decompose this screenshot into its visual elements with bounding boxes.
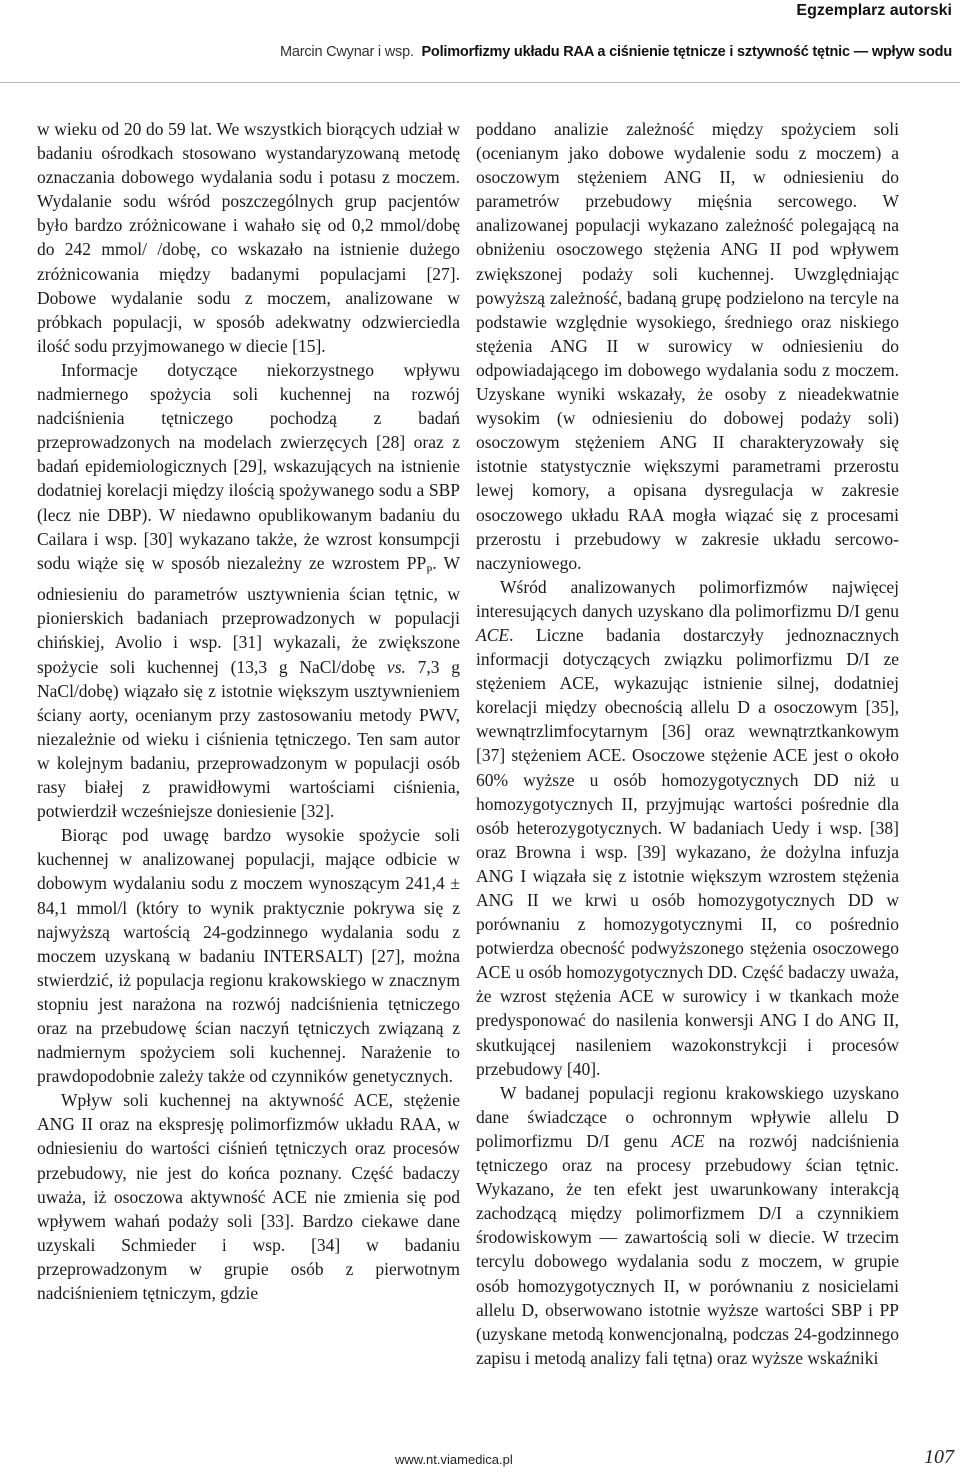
paragraph-text: 7,3 g NaCl/dobę) wiązało się z istotnie większym usztywnieniem ściany aorty, ocenianym przy zastosowaniu metody PWV, niezależnie od wieku i ciśnienia tętniczego. Ten sam autor w kolejnym badaniu, przeprowadzonym w populacji osób rasy białej z prawidłowymi wartościami ciśnienia, potwierdził wcześniejsze doniesienie [32].	[37, 656, 460, 822]
running-header	[280, 44, 952, 60]
running-header-title: Polimorfizmy układu RAA a ciśnienie tętnicze i sztywność tętnic — wpływ sodu	[421, 44, 952, 60]
paragraph: Biorąc pod uwagę bardzo wysokie spożycie soli kuchennej w analizowanej populacji, mające odbicie w dobowym wydalaniu sodu z moczem wynoszącym 241,4 ± 84,1 mmol/l (który to wynik praktycznie pokrywa się z najwyższą wartością 24-godzinnego wydalania sodu z moczem uzyskaną w badaniu INTERSALT) [27], można stwierdzić, iż populacja regionu krakowskiego w znacznym stopniu jest narażona na rozwój nadciśnienia tętniczego oraz na przebudowę ścian naczyń tętniczych związaną z nadmiernym spożyciem soli kuchennej. Narażenie to prawdopodobnie zależy także od czynników genetycznych.	[37, 825, 460, 1087]
paragraph-text: W badanej populacji regionu krakowskiego uzyskano dane świadczące o ochronnym wpływie allelu D polimorfizmu D/I genu	[476, 1082, 899, 1151]
journal-url: www.nt.viamedica.pl	[395, 1452, 513, 1467]
paragraph-text: . Liczne badania dostarczyły jednoznacznych informacji dotyczących związku polimorfizmu D/I ze stężeniem ACE, wykazując istnienie silnej, dodatniej korelacji między obecnością allelu D a osoczowym [35], wewnątrzlimfocytarnym [36] oraz wewnątrztkankowym [37] stężeniem ACE. Osoczowe stężenie ACE jest o około 60% wyższe u osób homozygotycznych DD niż u homozygotycznych II, przyjmując wartości pośrednie dla osób heterozygotycznych. W badaniach Uedy i wsp. [38] oraz Browna i wsp. [39] wykazano, że dożylna infuzja ANG I wiązała się z istotnie większym wzrostem stężenia ANG II we krwi u osób homozygotycznych DD w porównaniu z homozygotycznymi II, co pośrednio potwierdza obecność podwyższonego stężenia osoczowego ACE u osób homozygotycznych DD. Część badaczy uważa, że wzrost stężenia ACE w surowicy i w tkankach może predysponować do nasilenia konwersji ANG I do ANG II, skutkującej nasileniem wazokonstrykcji i procesów przebudowy [40].	[476, 624, 899, 1079]
paragraph-text: Informacje dotyczące niekorzystnego wpływu nadmiernego spożycia soli kuchennej na rozwój nadciśnienia tętniczego pochodzą z badań przeprowadzonych na modelach zwierzęcych [28] oraz z badań epidemiologicznych [29], wskazujących na istnienie dodatniej korelacji między ilością spożywanego sodu a SBP (lecz nie DBP). W niedawno opublikowanym badaniu du Cailara i wsp. [30] wykazano także, że wzrost konsumpcji sodu wiąże się w sposób niezależny ze wzrostem PP	[37, 359, 460, 573]
page-number: 107	[924, 1446, 954, 1468]
paragraph-text: . W odniesieniu do parametrów usztywnienia ścian tętnic, w pionierskich badaniach przeprowadzonych w populacji chińskiej, Avolio i wsp. [31] wykazali, że zwiększone spożycie soli kuchennej (13,3 g NaCl/dobę	[37, 552, 461, 677]
paragraph-text: na rozwój nadciśnienia tętniczego oraz na procesy przebudowy ścian tętnic. Wykazano, że ten efekt jest uwarunkowany interakcją zachodzącą między polimorfizmem D/I a czynnikiem środowiskowym — zawartością soli w diecie. W trzecim tercylu dobowego wydalania sodu z moczem, w grupie osób homozygotycznych II, w porównaniu z nosicielami allelu D, obserwowano istotnie wyższe wartości SBP i PP (uzyskane metodą konwencjonalną, podczas 24-godzinnego zapisu i metodą analizy fali tętna) oraz wyższe wskaźniki	[476, 1130, 900, 1368]
paragraph	[37, 358, 460, 823]
vs-italic: vs.	[386, 656, 406, 677]
left-column	[37, 117, 460, 1305]
paragraph: Wpływ soli kuchennej na aktywność ACE, stężenie ANG II oraz na ekspresję polimorfizmów układu RAA, w odniesieniu do wartości ciśnień tętniczych oraz procesów przebudowy, nie jest do końca poznany. Część badaczy uważa, iż osoczowa aktywność ACE nie zmienia się pod wpływem wahań podaży soli [33]. Bardzo ciekawe dane uzyskali Schmieder i wsp. [34] w badaniu przeprowadzonym w grupie osób z pierwotnym nadciśnieniem tętniczym, gdzie	[37, 1090, 460, 1303]
gene-name-italic: ACE	[671, 1130, 705, 1151]
paragraph	[476, 575, 899, 1081]
running-header-authors: Marcin Cwynar i wsp.	[280, 44, 414, 60]
right-column	[476, 117, 899, 1370]
paragraph: w wieku od 20 do 59 lat. We wszystkich biorących udział w badaniu ośrodkach stosowano wystandaryzowaną metodę oznaczania dobowego wydalania sodu i potasu z moczem. Wydalanie sodu wśród poszczególnych grup pacjentów było bardzo zróżnicowane i wahało się od 0,2 mmol/dobę do 242 mmol/ /dobę, co wskazało na istnienie dużego zróżnicowania między badanymi populacjami [27]. Dobowe wydalanie sodu z moczem, analizowane w próbkach populacji, w sposób adekwatny odzwierciedla ilość sodu przyjmowanego w diecie [15].	[37, 119, 460, 356]
paragraph-text: Wśród analizowanych polimorfizmów najwięcej interesujących danych uzyskano dla polimorfizmu D/I genu	[476, 576, 899, 621]
gene-name-italic: ACE	[476, 624, 510, 645]
paragraph: poddano analizie zależność między spożyciem soli (ocenianym jako dobowe wydalenie sodu z moczem) a osoczowym stężeniem ANG II, w odniesieniu do parametrów przebudowy mięśnia sercowego. W analizowanej populacji wykazano zależność polegającą na obniżeniu osoczowego stężenia ANG II pod wpływem zwiększonej podaży soli kuchennej. Uwzględniając powyższą zależność, badaną grupę podzielono na tercyle na podstawie względnie wysokiego, średniego oraz niskiego stężenia ANG II w surowicy w odniesieniu do odpowiadającego im dobowego wydalania sodu z moczem. Uzyskane wyniki wskazały, że osoby z nieadekwatnie wysokim (w odniesieniu do dobowej podaży soli) osoczowym stężeniem ANG II charakteryzowały się istotnie statystycznie większymi parametrami przerostu lewej komory, a opisana dysregulacja w zakresie osoczowego układu RAA mogła wiązać się z procesami przerostu i przebudowy w zakresie układu sercowo-naczyniowego.	[476, 119, 899, 573]
paragraph	[476, 1081, 899, 1370]
author-copy-label: Egzemplarz autorski	[796, 2, 952, 19]
header-rule	[0, 82, 960, 83]
subscript: P	[426, 564, 433, 577]
